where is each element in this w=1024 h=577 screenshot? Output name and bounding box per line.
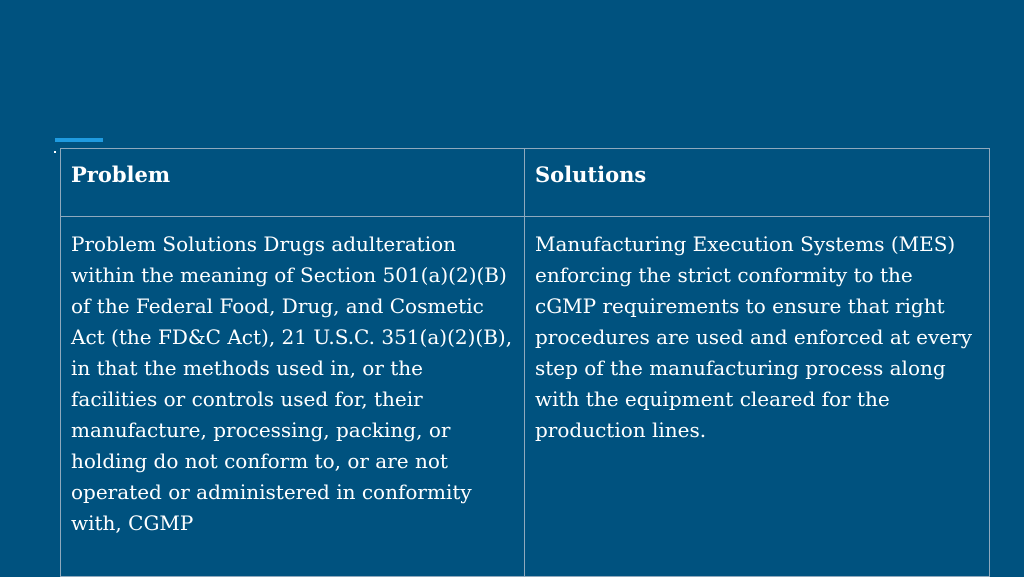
table-row xyxy=(61,217,990,577)
table-header-row xyxy=(61,149,990,217)
problem-solutions-table xyxy=(60,148,990,577)
header-problem: Problem xyxy=(61,149,525,217)
solution-cell: Manufacturing Execution Systems (MES) enforcing the strict conformity to the cGMP requirements to ensure that right procedures are used and enforced at every step of the manufacturing process along with the equipment cleared for the production lines. xyxy=(525,217,990,577)
title-accent-bar xyxy=(55,138,103,142)
bullet-dot xyxy=(54,151,56,153)
problem-cell: Problem Solutions Drugs adulteration within the meaning of Section 501(a)(2)(B) of the Federal Food, Drug, and Cosmetic Act (the FD&C Act), 21 U.S.C. 351(a)(2)(B), in that the methods used in, or the facilities or controls used for, their manufacture, processing, packing, or holding do not conform to, or are not operated or administered in conformity with, CGMP xyxy=(61,217,525,577)
header-solutions: Solutions xyxy=(525,149,990,217)
